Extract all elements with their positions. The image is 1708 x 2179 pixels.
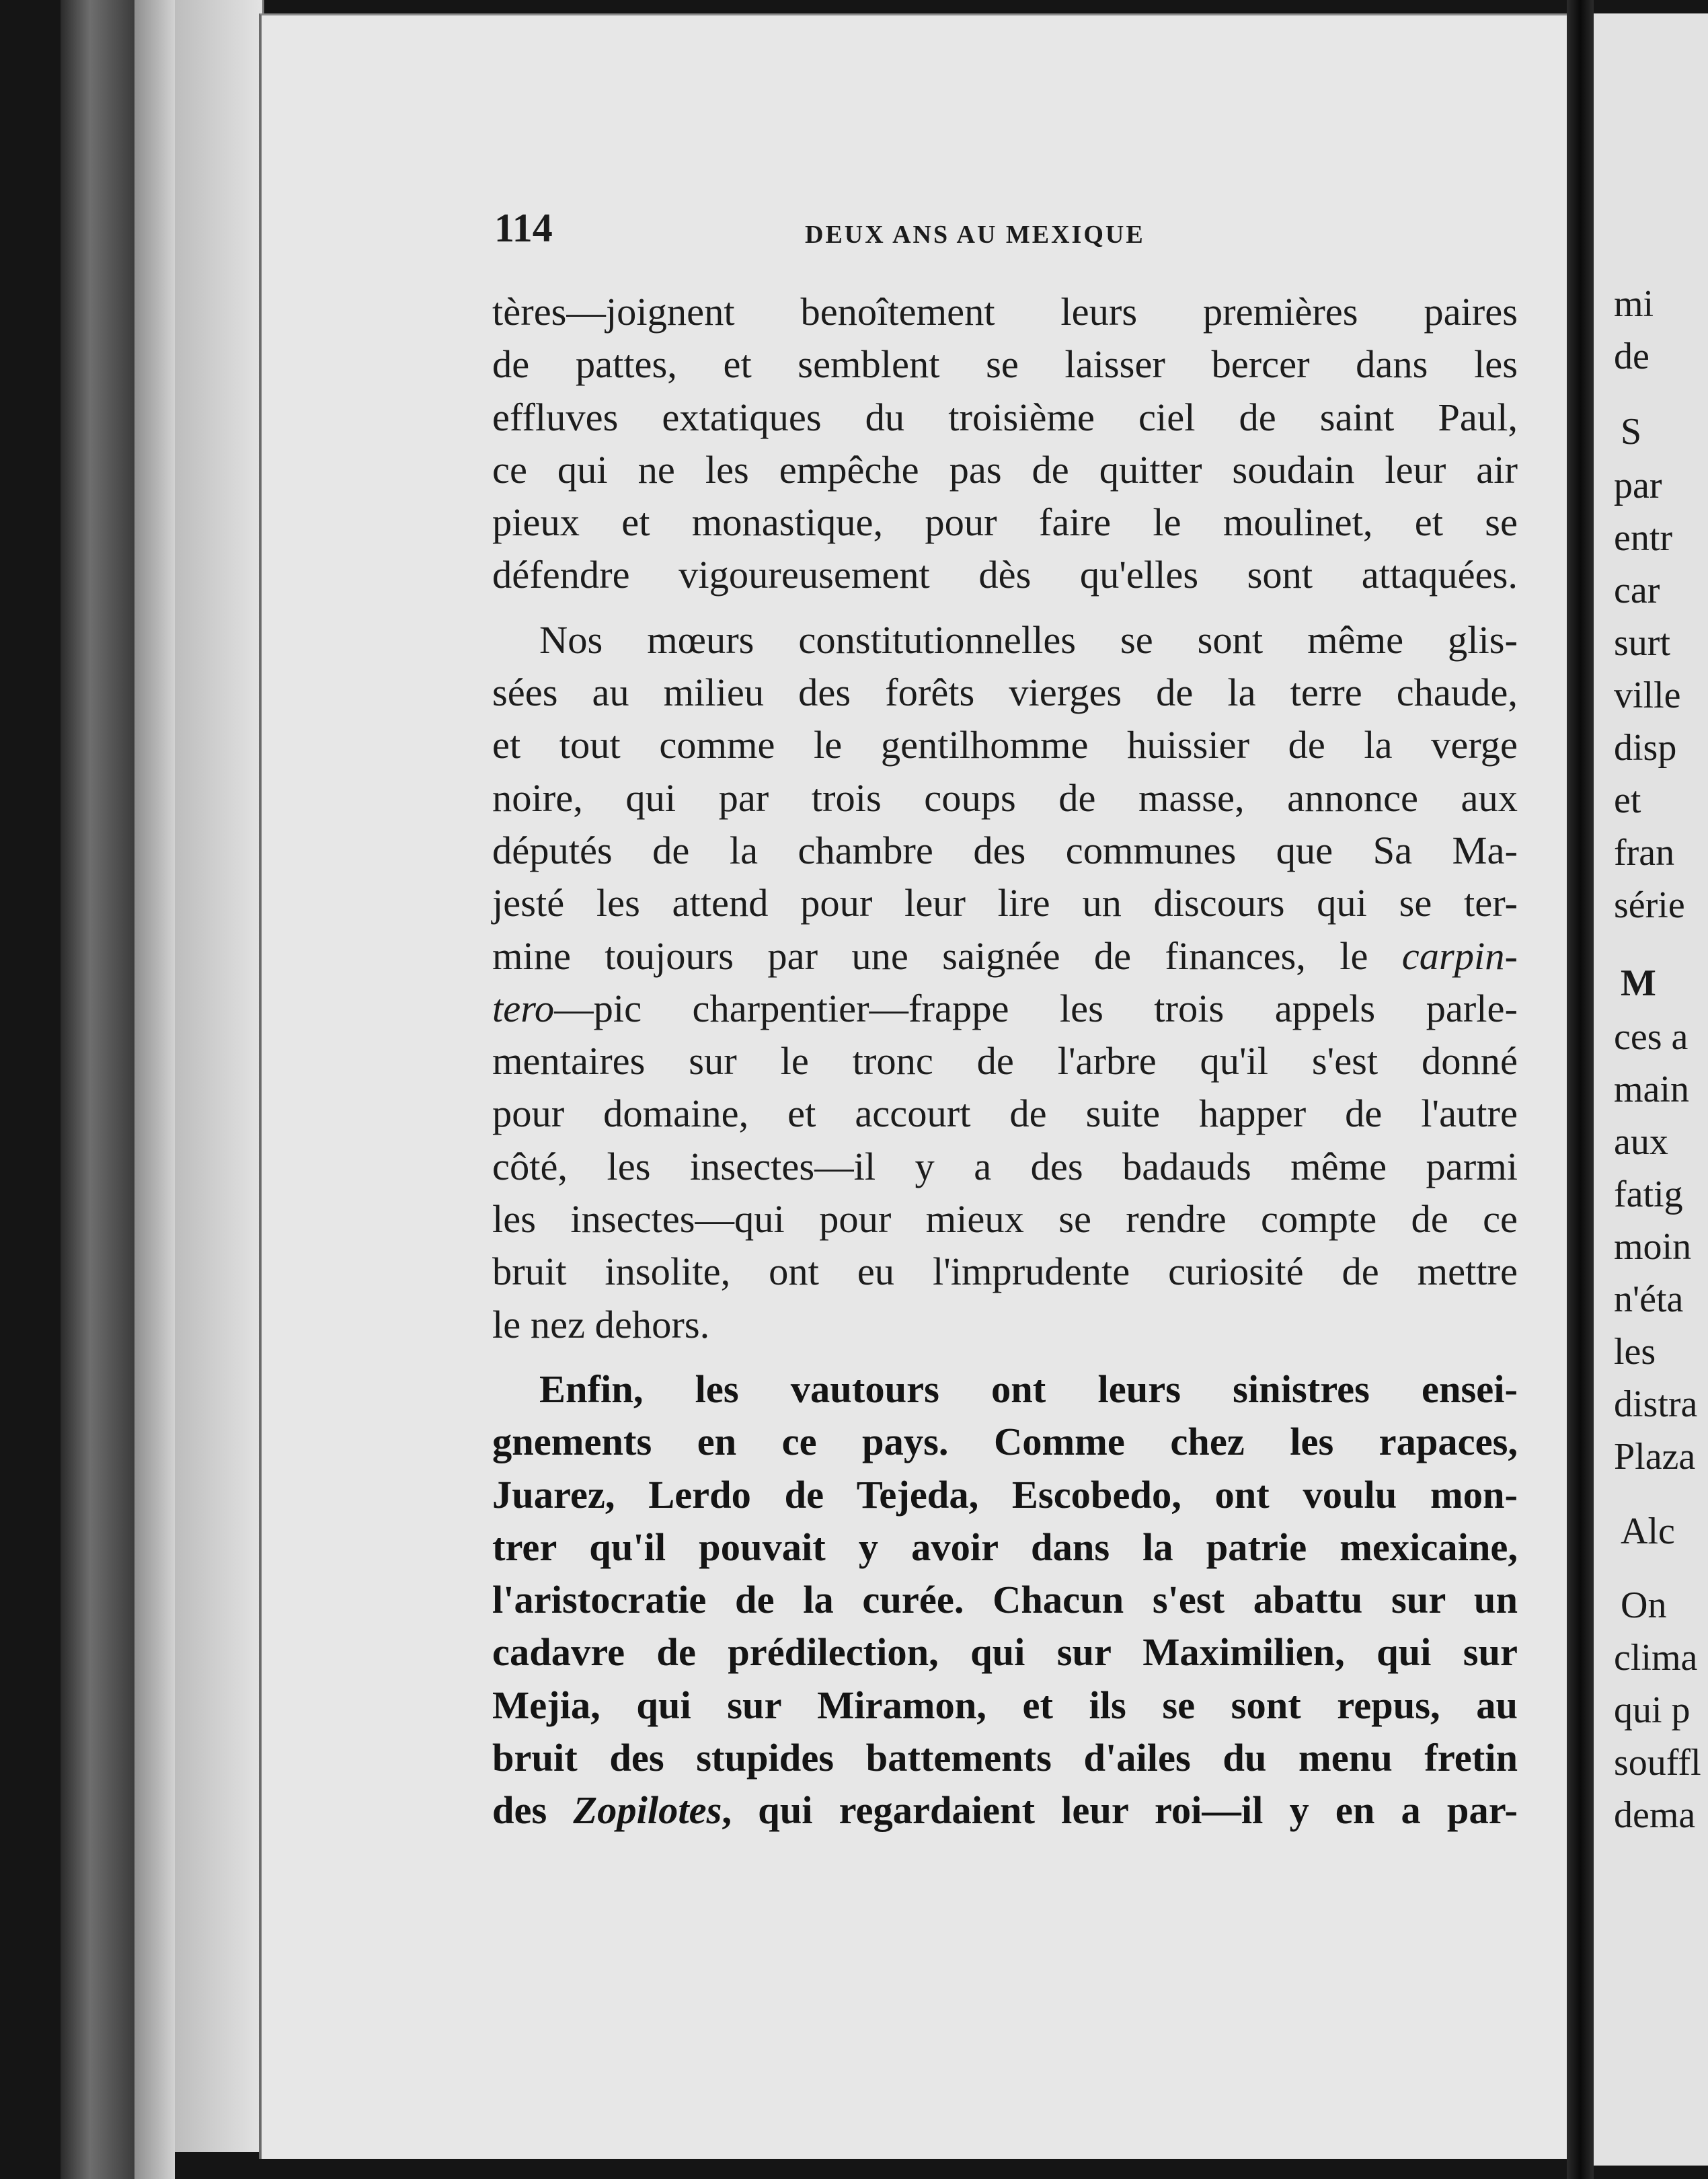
page-number: 114 <box>494 206 553 250</box>
facing-fragment: disp <box>1614 727 1677 769</box>
text-line: ce qui ne les empêche pas de quitter soudain leur air <box>492 447 1518 492</box>
facing-fragment: M <box>1621 962 1656 1004</box>
facing-fragment: par <box>1614 465 1662 506</box>
italic-term: Zopilotes <box>573 1788 722 1833</box>
running-head <box>494 205 1708 252</box>
text-segment: , qui regardaient leur roi—il y en a par- <box>722 1788 1518 1833</box>
text-line: Mejia, qui sur Miramon, et ils se sont repus, au <box>492 1683 1518 1727</box>
text-line: défendre vigoureusement dès qu'elles sont attaquées. <box>492 553 1518 597</box>
text-line: tères—joignent benoîtement leurs premières paires <box>492 290 1518 334</box>
text-line: sées au milieu des forêts vierges de la terre chaude, <box>492 671 1518 715</box>
text-line: effluves extatiques du troisième ciel de saint Paul, <box>492 395 1518 439</box>
facing-fragment: ville <box>1614 675 1681 716</box>
text-line: de pattes, et semblent se laisser bercer dans les <box>492 342 1518 387</box>
facing-fragment: Plaza <box>1614 1436 1696 1478</box>
text-line <box>492 983 1518 1035</box>
facing-fragment: mi <box>1614 283 1654 325</box>
text-line: les insectes—qui pour mieux se rendre compte de ce <box>492 1197 1518 1241</box>
facing-fragment: aux <box>1614 1121 1668 1163</box>
page-edge-mid <box>134 0 175 2179</box>
facing-fragment: les <box>1614 1331 1656 1373</box>
italic-term: carpin- <box>1401 933 1518 978</box>
facing-fragment: surt <box>1614 622 1670 664</box>
text-line: trer qu'il pouvait y avoir dans la patrie mexicaine, <box>492 1525 1518 1569</box>
text-segment: mine toujours par une saignée de finances, le <box>492 933 1402 978</box>
text-line: noire, qui par trois coups de masse, annonce aux <box>492 775 1518 820</box>
text-line: gnements en ce pays. Comme chez les rapaces, <box>492 1420 1518 1464</box>
text-segment: —pic charpentier—frappe les trois appels parle- <box>554 986 1518 1030</box>
facing-fragment: On <box>1621 1584 1667 1626</box>
facing-fragment: ces a <box>1614 1016 1688 1058</box>
facing-fragment: Alc <box>1621 1511 1675 1552</box>
text-line: Juarez, Lerdo de Tejeda, Escobedo, ont voulu mon- <box>492 1472 1518 1517</box>
paragraph-2 <box>492 614 1518 1351</box>
text-line <box>492 930 1518 983</box>
facing-fragment: de <box>1614 336 1649 377</box>
paragraph-3 <box>492 1363 1518 1837</box>
facing-fragment: série <box>1614 884 1685 926</box>
facing-fragment: souffl <box>1614 1742 1701 1784</box>
text-line: bruit insolite, ont eu l'imprudente curiosité de mettre <box>492 1250 1518 1294</box>
text-line: le nez dehors. <box>492 1302 710 1346</box>
book-gutter <box>1567 0 1594 2179</box>
facing-fragment: fatig <box>1614 1174 1683 1215</box>
facing-fragment: qui p <box>1614 1689 1691 1731</box>
facing-fragment: n'éta <box>1614 1278 1684 1320</box>
facing-fragment: S <box>1621 411 1642 453</box>
text-line <box>492 1784 1518 1837</box>
facing-page <box>1594 13 1708 2166</box>
text-line: Nos mœurs constitutionnelles se sont même glis- <box>539 617 1518 662</box>
facing-fragment: moin <box>1614 1226 1692 1268</box>
text-line: et tout comme le gentilhomme huissier de la verge <box>492 723 1518 767</box>
text-line: mentaires sur le tronc de l'arbre qu'il s'est donné <box>492 1039 1518 1083</box>
text-line: Enfin, les vautours ont leurs sinistres ensei- <box>539 1367 1518 1411</box>
facing-fragment: et <box>1614 779 1641 821</box>
facing-fragment: clima <box>1614 1637 1698 1679</box>
text-line: côté, les insectes—il y a des badauds même parmi <box>492 1144 1518 1188</box>
text-line: bruit des stupides battements d'ailes du menu fretin <box>492 1736 1518 1780</box>
page-body <box>492 286 1518 1837</box>
facing-fragment: main <box>1614 1069 1689 1110</box>
text-line: l'aristocratie de la curée. Chacun s'est abattu sur un <box>492 1578 1518 1622</box>
paragraph-1 <box>492 286 1518 602</box>
page-edge-light <box>175 0 264 2152</box>
text-line: pour domaine, et accourt de suite happer de l'autre <box>492 1092 1518 1136</box>
italic-term: tero <box>492 986 555 1030</box>
running-title: DEUX ANS AU MEXIQUE <box>805 221 1145 249</box>
facing-fragment: dema <box>1614 1794 1696 1836</box>
page-edge-dark <box>61 0 134 2179</box>
text-line: cadavre de prédilection, qui sur Maximilien, qui sur <box>492 1630 1518 1675</box>
facing-fragment: entr <box>1614 517 1673 559</box>
text-line: pieux et monastique, pour faire le moulinet, et se <box>492 500 1518 545</box>
text-line: députés de la chambre des communes que Sa Ma- <box>492 828 1518 872</box>
facing-fragment: car <box>1614 570 1660 611</box>
facing-fragment: fran <box>1614 832 1675 874</box>
text-line: jesté les attend pour leur lire un discours qui se ter- <box>492 881 1518 925</box>
text-segment: des <box>492 1788 574 1833</box>
facing-fragment: distra <box>1614 1383 1698 1425</box>
